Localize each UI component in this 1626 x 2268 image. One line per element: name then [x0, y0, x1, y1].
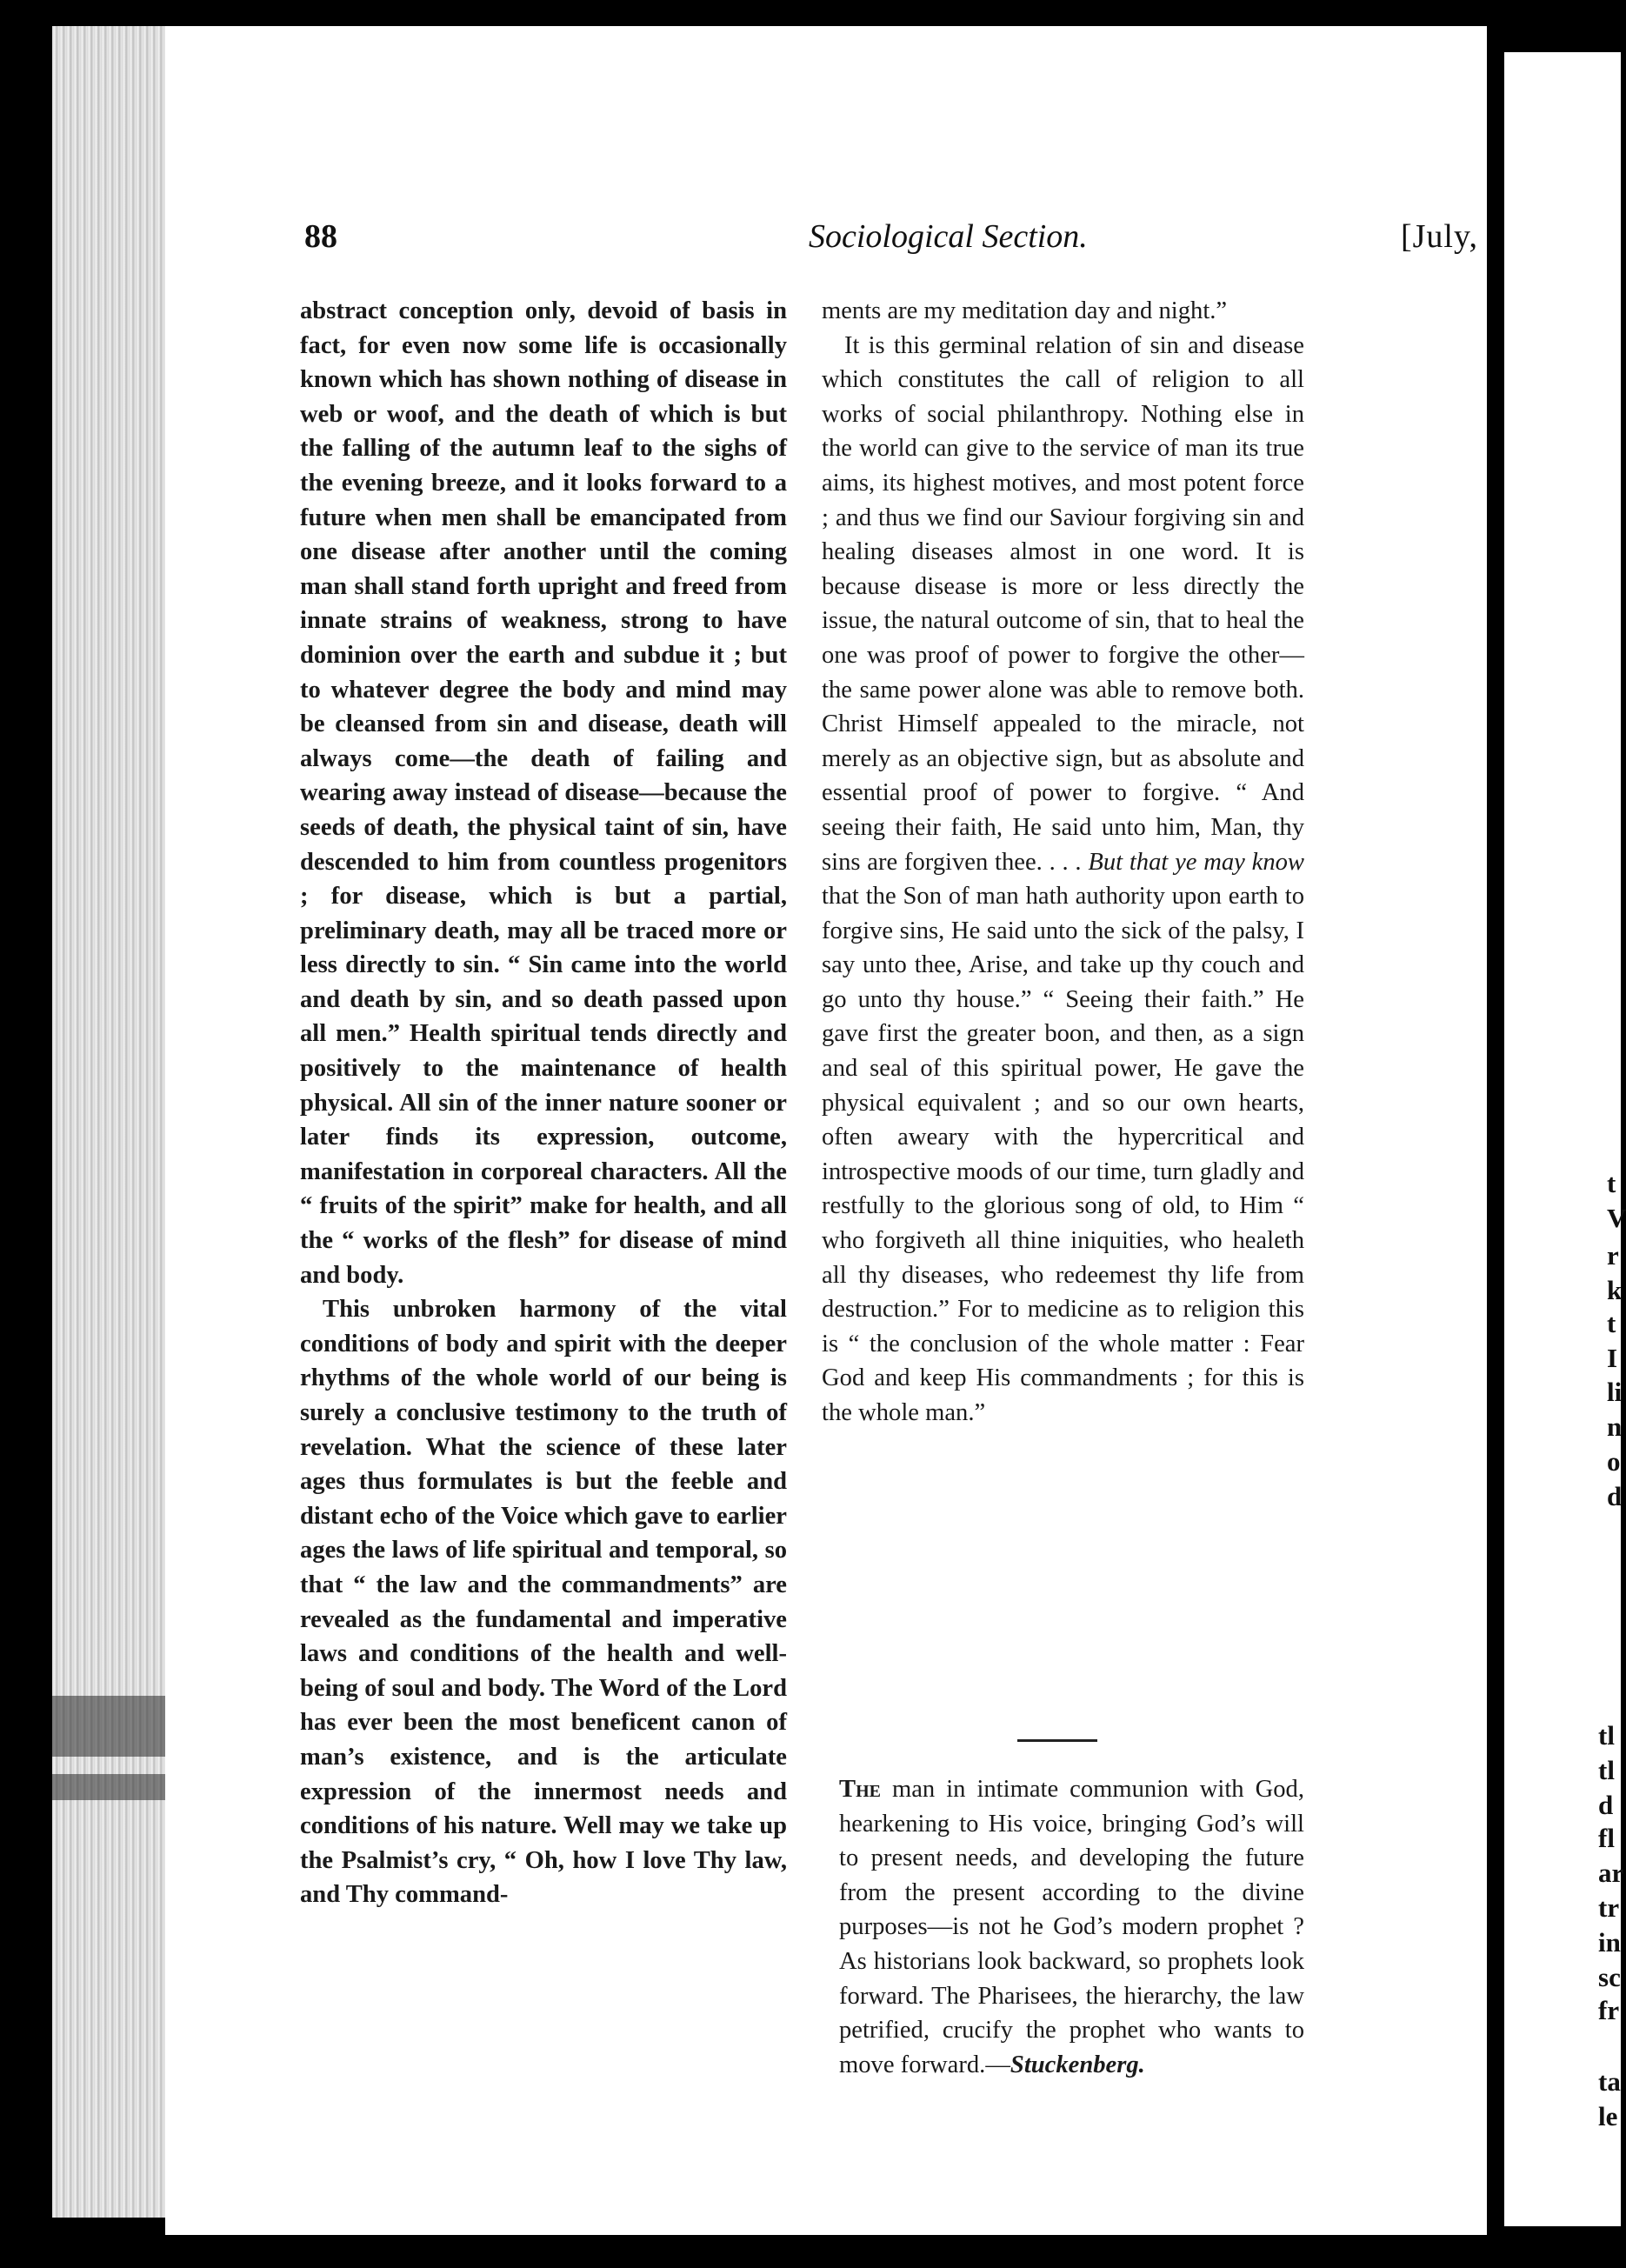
- lead-word: The: [839, 1776, 881, 1803]
- running-header: [304, 191, 1487, 255]
- paragraph: [822, 329, 1304, 1431]
- facing-page-fragment: o: [1607, 1446, 1621, 1477]
- facing-page-fragment: ar: [1598, 1858, 1624, 1888]
- facing-page-fragment: tr: [1598, 1892, 1620, 1923]
- facing-page-fragment: n: [1607, 1411, 1623, 1442]
- facing-page-fragment: k: [1607, 1275, 1623, 1305]
- page-edge-shadow: [52, 1696, 174, 1757]
- section-title: Sociological Section.: [809, 218, 1088, 255]
- facing-page-fragment: r: [1607, 1240, 1619, 1271]
- facing-page-fragment: in: [1598, 1927, 1621, 1958]
- facing-page-fragment: ta: [1598, 2066, 1621, 2097]
- facing-page-fragment: le: [1598, 2101, 1618, 2131]
- facing-page-fragment: sc: [1598, 1962, 1621, 1992]
- closing-quote: [839, 1772, 1304, 2082]
- page-edge-shadow: [52, 1774, 174, 1800]
- book-page: [165, 26, 1487, 2235]
- facing-page-fragment: li: [1607, 1377, 1623, 1407]
- paragraph-text: that the Son of man hath authority upon earth to forgive sins, He said unto the sick of the palsy, I say unto thee, Arise, and take up thy couch and go unto thy house.” “ Seeing their faith.” He gave first the greater boon, and then, as a sign and seal of this spiritual power, He gave the physical equivalent ; and so our own hearts, often aweary with the hypercritical and introspective moods of our time, turn gladly and restfully to the glorious song of old, to Him “ who forgiveth all thine iniquities, who healeth all thy diseases, who redeemest thy life from destruction.” For to medicine as to religion this is “ the conclusion of the whole matter : Fear God and keep His commandments ; for this is the whole man.”: [822, 883, 1304, 1426]
- facing-page-fragment: d: [1598, 1790, 1614, 1820]
- scripture-emphasis: But that ye may know: [1088, 848, 1304, 876]
- facing-page-fragment: I: [1607, 1343, 1618, 1373]
- facing-page-fragment: tl: [1598, 1755, 1615, 1785]
- header-month: [July,: [1400, 218, 1478, 255]
- paragraph: [839, 1772, 1304, 2082]
- facing-page-fragment: t: [1607, 1308, 1616, 1338]
- facing-page-fragment: fr: [1598, 1995, 1620, 2025]
- facing-page-fragment: tl: [1598, 1720, 1615, 1751]
- paragraph: ments are my meditation day and night.”: [822, 297, 1228, 324]
- quote-author: Stuckenberg.: [1010, 2051, 1145, 2078]
- facing-page-fragment: fl: [1598, 1823, 1615, 1853]
- facing-page-fragment: V: [1607, 1203, 1626, 1233]
- paragraph: abstract conception only, devoid of basis in fact, for even now some life is occasionally known which has shown nothing of disease in web or woof, and the death of which is but the falling of the autumn leaf to the sighs of the evening breeze, and it looks forward to a future when men shall be emancipated from one disease after another until the coming man shall stand forth upright and freed from innate strains of weakness, strong to have dominion over the earth and subdue it ; but to whatever degree the body and mind may be cleansed from sin and disease, death will always come—the death of failing and wearing away instead of disease—because the seeds of death, the physical taint of sin, have descended to him from countless progenitors ; for disease, which is but a partial, preliminary death, may all be traced more or less directly to sin. “ Sin came into the world and death by sin, and so death passed upon all men.” Health spiritual tends directly and positively to the maintenance of health physical. All sin of the inner nature sooner or later finds its expression, outcome, manifestation in corporeal characters. All the “ fruits of the spirit” make for health, and all the “ works of the flesh” for disease of mind and body.: [300, 297, 787, 1289]
- paragraph-text: It is this germinal relation of sin and disease which constitutes the call of religion to all works of social philanthropy. Nothing else in the world can give to the service of man its true aims, its highest motives, and most potent force ; and thus we find our Saviour forgiving sin and healing diseases almost in one word. It is because disease is more or less directly the issue, the natural outcome of sin, that to heal the one was proof of power to forgive the other—the same power alone was able to remove both. Christ Himself appealed to the miracle, not merely as an objective sign, but as absolute and essential proof of power to forgive. “ And seeing their faith, He said unto him, Man, thy sins are forgiven thee. . . .: [822, 331, 1304, 876]
- book-page-edge: [52, 26, 174, 2218]
- page-number: 88: [304, 218, 337, 255]
- paragraph-text: man in intimate communion with God, hearkening to His voice, bringing God’s will to present needs, and developing the future from the present according to the divine purposes—is not he God’s modern prophet ? As historians look backward, so prophets look forward. The Pharisees, the hierarchy, the law petrified, crucify the prophet who wants to move forward.—: [839, 1776, 1304, 2078]
- facing-page: [1504, 52, 1626, 2226]
- paragraph: This unbroken harmony of the vital conditions of body and spirit with the deeper rhythms of the whole world of our being is surely a conclusive testimony to the truth of revelation. What the science of these later ages thus formulates is but the feeble and distant echo of the Voice which gave to earlier ages the laws of life spiritual and temporal, so that “ the law and the commandments” are revealed as the fundamental and imperative laws and conditions of the health and well-being of soul and body. The Word of the Lord has ever been the most beneficent canon of man’s existence, and is the articulate expression of the innermost needs and conditions of his nature. Well may we take up the Psalmist’s cry, “ Oh, how I love Thy law, and Thy command-: [300, 1296, 787, 1909]
- facing-page-fragment: d: [1607, 1481, 1623, 1511]
- section-divider: [1017, 1739, 1097, 1742]
- left-column: [300, 294, 787, 1912]
- facing-page-fragment: t: [1607, 1168, 1616, 1198]
- right-column: [822, 294, 1304, 1431]
